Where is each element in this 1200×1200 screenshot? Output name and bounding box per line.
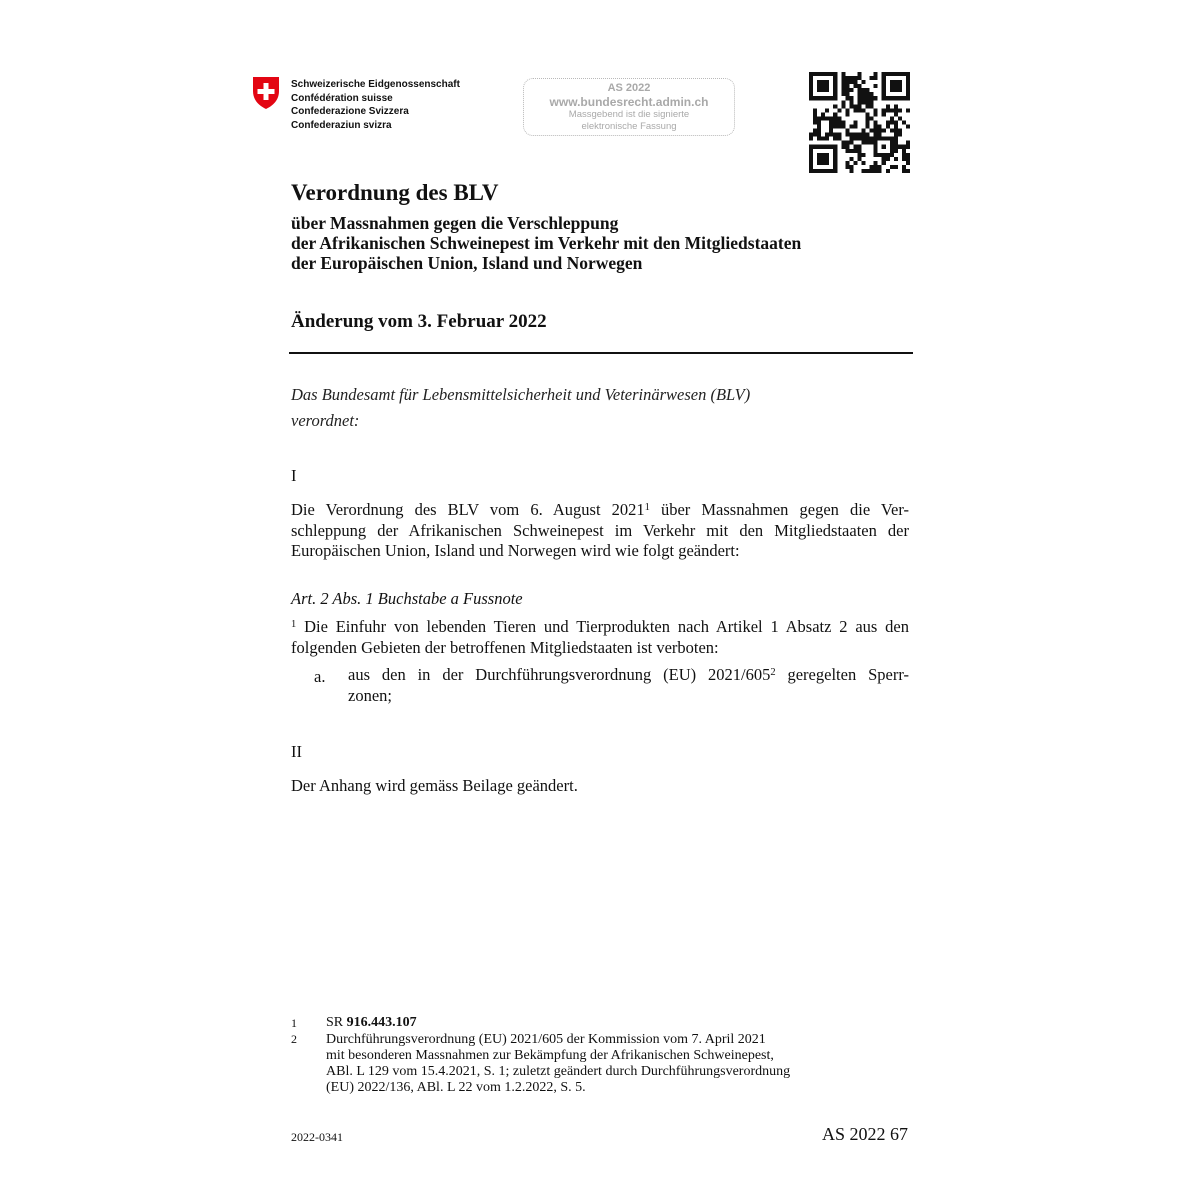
subtitle-line: der Europäischen Union, Island und Norwegen (291, 253, 643, 273)
qr-code-icon (809, 72, 910, 173)
federation-name-de: Schweizerische Eidgenossenschaft (291, 79, 460, 90)
paragraph-line: folgenden Gebieten der betroffenen Mitgliedstaaten ist verboten: (291, 637, 719, 657)
federation-name-it: Confederazione Svizzera (291, 106, 409, 117)
stamp-line-4: elektronische Fassung (581, 120, 677, 132)
federation-names (291, 78, 460, 132)
stamp-line-2: www.bundesrecht.admin.ch (549, 95, 709, 109)
preamble-line: verordnet: (291, 411, 360, 430)
stamp-line-3: Massgebend ist die signierte (568, 109, 690, 120)
preamble (291, 382, 750, 434)
section-2-paragraph: Der Anhang wird gemäss Beilage geändert. (291, 776, 578, 795)
footnote-number: 2 (291, 1032, 297, 1046)
footnote-2 (326, 1032, 790, 1096)
amendment-date: Änderung vom 3. Februar 2022 (291, 311, 547, 332)
footnote-line: mit besonderen Massnahmen zur Bekämpfung der Afrikanischen Schweinepest, (326, 1048, 774, 1063)
list-item-line (348, 665, 909, 686)
paragraph-text: Die Einfuhr von lebenden Tieren und Tierprodukten nach Artikel 1 Absatz 2 aus den (296, 617, 909, 636)
article-paragraph (291, 617, 909, 658)
footnote-line: Durchführungsverordnung (EU) 2021/605 der Kommission vom 7. April 2021 (326, 1032, 766, 1047)
list-item-line: zonen; (348, 685, 392, 705)
page-reference: AS 2022 67 (822, 1124, 909, 1144)
swiss-crest-icon (252, 76, 280, 110)
footnote-number: 1 (291, 1016, 297, 1030)
document-subtitle (291, 213, 801, 273)
stamp-line-1: AS 2022 (607, 82, 651, 94)
sr-number[interactable]: 916.443.107 (346, 1015, 417, 1030)
subtitle-line: über Massnahmen gegen die Verschleppung (291, 213, 619, 233)
paragraph-line (291, 617, 909, 638)
list-item (348, 665, 909, 706)
footnote-text: SR (326, 1015, 347, 1030)
list-item-label: a. (314, 667, 326, 686)
footnote-line: (EU) 2022/136, ABl. L 22 vom 1.2.2022, S. 5. (326, 1080, 586, 1095)
footnote-line: ABl. L 129 vom 15.4.2021, S. 1; zuletzt geändert durch Durchführungsverordnung (326, 1064, 791, 1079)
document-title: Verordnung des BLV (291, 180, 499, 205)
document-number: 2022-0341 (291, 1130, 343, 1144)
paragraph-number: 1 (291, 619, 297, 630)
paragraph-line (291, 500, 909, 521)
footnote-1 (326, 1015, 417, 1031)
footnote-ref-1[interactable]: 1 (644, 502, 650, 513)
section-1-paragraph (291, 500, 909, 562)
signature-stamp (523, 78, 735, 136)
section-numeral-2: II (291, 742, 302, 761)
paragraph-text: Die Verordnung des BLV vom 6. August 2021 (291, 500, 645, 519)
section-numeral-1: I (291, 466, 297, 485)
list-item-text: geregelten Sperr- (775, 665, 909, 684)
list-item-text: aus den in der Durchführungsverordnung (EU) 2021/605 (348, 665, 771, 684)
subtitle-line: der Afrikanischen Schweinepest im Verkehr mit den Mitgliedstaaten (291, 233, 802, 253)
federation-name-rm: Confederaziun svizra (291, 119, 392, 131)
article-title: Art. 2 Abs. 1 Buchstabe a Fussnote (291, 589, 523, 608)
preamble-line: Das Bundesamt für Lebensmittelsicherheit und Veterinärwesen (BLV) (291, 385, 751, 404)
paragraph-line: schleppung der Afrikanischen Schweinepest im Verkehr mit den Mitgliedstaaten der (291, 520, 909, 540)
footnote-ref-2[interactable]: 2 (770, 667, 776, 678)
federation-name-fr: Confédération suisse (291, 92, 393, 104)
paragraph-text: über Massnahmen gegen die Ver- (649, 500, 909, 519)
title-divider (289, 352, 913, 354)
paragraph-line: Europäischen Union, Island und Norwegen wird wie folgt geändert: (291, 541, 740, 560)
